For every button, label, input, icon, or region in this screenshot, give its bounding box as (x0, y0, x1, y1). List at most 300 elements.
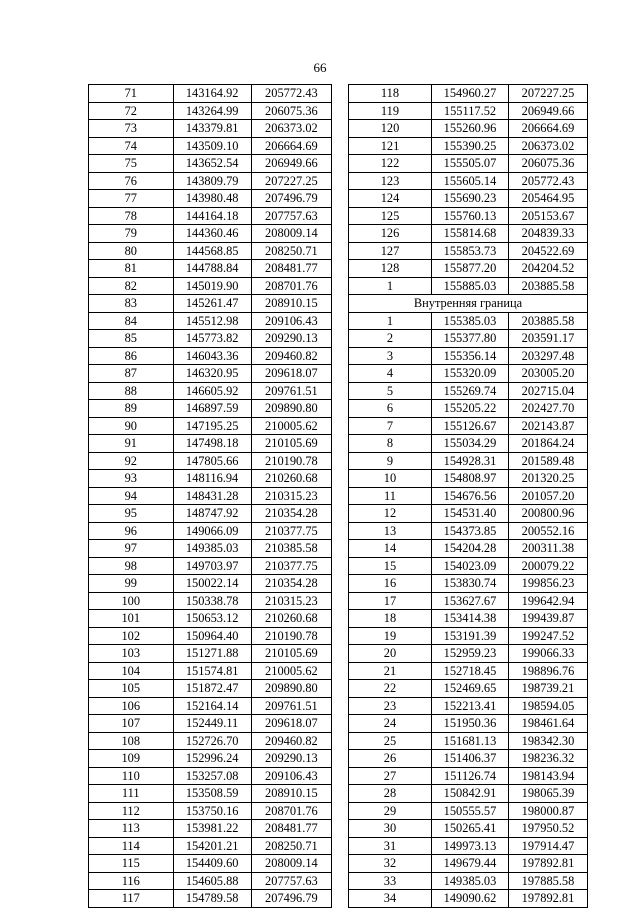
x-coordinate-cell: 155814.68 (432, 225, 509, 243)
point-number-cell: 125 (349, 207, 432, 225)
table-row (349, 330, 588, 348)
table-row (89, 505, 332, 523)
point-number-cell: 113 (89, 820, 174, 838)
point-number-cell: 105 (89, 680, 174, 698)
point-number-cell: 119 (349, 102, 432, 120)
table-row (89, 470, 332, 488)
x-coordinate-cell: 148747.92 (173, 505, 251, 523)
point-number-cell: 118 (349, 85, 432, 103)
point-number-cell: 9 (349, 452, 432, 470)
x-coordinate-cell: 149066.09 (173, 522, 251, 540)
y-coordinate-cell: 206664.69 (251, 137, 331, 155)
y-coordinate-cell: 197914.47 (509, 837, 588, 855)
y-coordinate-cell: 200800.96 (509, 505, 588, 523)
y-coordinate-cell: 203885.58 (509, 312, 588, 330)
table-row (89, 242, 332, 260)
point-number-cell: 108 (89, 732, 174, 750)
x-coordinate-cell: 151950.36 (432, 715, 509, 733)
y-coordinate-cell: 209618.07 (251, 365, 331, 383)
x-coordinate-cell: 153830.74 (432, 575, 509, 593)
x-coordinate-cell: 154531.40 (432, 505, 509, 523)
x-coordinate-cell: 144568.85 (173, 242, 251, 260)
x-coordinate-cell: 155760.13 (432, 207, 509, 225)
x-coordinate-cell: 155126.67 (432, 417, 509, 435)
point-number-cell: 16 (349, 575, 432, 593)
x-coordinate-cell: 150653.12 (173, 610, 251, 628)
table-row (349, 522, 588, 540)
x-coordinate-cell: 145512.98 (173, 312, 251, 330)
y-coordinate-cell: 207496.79 (251, 190, 331, 208)
table-row (349, 260, 588, 278)
x-coordinate-cell: 150964.40 (173, 627, 251, 645)
point-number-cell: 89 (89, 400, 174, 418)
y-coordinate-cell: 198461.64 (509, 715, 588, 733)
x-coordinate-cell: 153191.39 (432, 627, 509, 645)
point-number-cell: 7 (349, 417, 432, 435)
point-number-cell: 11 (349, 487, 432, 505)
point-number-cell: 93 (89, 470, 174, 488)
y-coordinate-cell: 208250.71 (251, 242, 331, 260)
point-number-cell: 92 (89, 452, 174, 470)
y-coordinate-cell: 197892.81 (509, 890, 588, 908)
point-number-cell: 1 (349, 312, 432, 330)
point-number-cell: 114 (89, 837, 174, 855)
table-row (89, 435, 332, 453)
table-row (349, 312, 588, 330)
inner-boundary-heading: Внутренняя граница (349, 295, 588, 313)
point-number-cell: 20 (349, 645, 432, 663)
x-coordinate-cell: 153508.59 (173, 785, 251, 803)
table-row (89, 382, 332, 400)
x-coordinate-cell: 152959.23 (432, 645, 509, 663)
point-number-cell: 22 (349, 680, 432, 698)
x-coordinate-cell: 154676.56 (432, 487, 509, 505)
y-coordinate-cell: 198896.76 (509, 662, 588, 680)
y-coordinate-cell: 198143.94 (509, 767, 588, 785)
y-coordinate-cell: 210005.62 (251, 662, 331, 680)
x-coordinate-cell: 145019.90 (173, 277, 251, 295)
y-coordinate-cell: 209890.80 (251, 400, 331, 418)
table-row (349, 382, 588, 400)
coordinates-table-left-body (89, 85, 332, 908)
table-row (349, 155, 588, 173)
table-row (349, 487, 588, 505)
table-row (349, 540, 588, 558)
y-coordinate-cell: 198236.32 (509, 750, 588, 768)
point-number-cell: 30 (349, 820, 432, 838)
point-number-cell: 103 (89, 645, 174, 663)
table-row (89, 645, 332, 663)
table-row (349, 400, 588, 418)
point-number-cell: 94 (89, 487, 174, 505)
y-coordinate-cell: 204204.52 (509, 260, 588, 278)
x-coordinate-cell: 148431.28 (173, 487, 251, 505)
x-coordinate-cell: 154789.58 (173, 890, 251, 908)
y-coordinate-cell: 208481.77 (251, 820, 331, 838)
x-coordinate-cell: 152213.41 (432, 697, 509, 715)
x-coordinate-cell: 151126.74 (432, 767, 509, 785)
x-coordinate-cell: 151872.47 (173, 680, 251, 698)
y-coordinate-cell: 205153.67 (509, 207, 588, 225)
table-row (349, 785, 588, 803)
coordinates-table-right (348, 84, 588, 908)
x-coordinate-cell: 146320.95 (173, 365, 251, 383)
table-row (349, 417, 588, 435)
point-number-cell: 90 (89, 417, 174, 435)
x-coordinate-cell: 150555.57 (432, 802, 509, 820)
x-coordinate-cell: 155034.29 (432, 435, 509, 453)
point-number-cell: 97 (89, 540, 174, 558)
y-coordinate-cell: 208701.76 (251, 802, 331, 820)
table-row (349, 225, 588, 243)
point-number-cell: 18 (349, 610, 432, 628)
table-row (89, 400, 332, 418)
table-row (89, 85, 332, 103)
y-coordinate-cell: 210315.23 (251, 592, 331, 610)
x-coordinate-cell: 143980.48 (173, 190, 251, 208)
point-number-cell: 10 (349, 470, 432, 488)
y-coordinate-cell: 210105.69 (251, 435, 331, 453)
y-coordinate-cell: 199066.33 (509, 645, 588, 663)
y-coordinate-cell: 205772.43 (251, 85, 331, 103)
point-number-cell: 107 (89, 715, 174, 733)
y-coordinate-cell: 208481.77 (251, 260, 331, 278)
x-coordinate-cell: 154023.09 (432, 557, 509, 575)
x-coordinate-cell: 151406.37 (432, 750, 509, 768)
y-coordinate-cell: 210377.75 (251, 522, 331, 540)
point-number-cell: 82 (89, 277, 174, 295)
point-number-cell: 24 (349, 715, 432, 733)
y-coordinate-cell: 208009.14 (251, 225, 331, 243)
y-coordinate-cell: 200079.22 (509, 557, 588, 575)
point-number-cell: 102 (89, 627, 174, 645)
x-coordinate-cell: 155690.23 (432, 190, 509, 208)
x-coordinate-cell: 143509.10 (173, 137, 251, 155)
x-coordinate-cell: 143652.54 (173, 155, 251, 173)
x-coordinate-cell: 155205.22 (432, 400, 509, 418)
point-number-cell: 13 (349, 522, 432, 540)
table-row (349, 802, 588, 820)
table-row (349, 557, 588, 575)
table-row (349, 750, 588, 768)
point-number-cell: 19 (349, 627, 432, 645)
point-number-cell: 29 (349, 802, 432, 820)
x-coordinate-cell: 152718.45 (432, 662, 509, 680)
point-number-cell: 121 (349, 137, 432, 155)
point-number-cell: 116 (89, 872, 174, 890)
x-coordinate-cell: 155853.73 (432, 242, 509, 260)
page-number: 66 (313, 60, 327, 75)
x-coordinate-cell: 151574.81 (173, 662, 251, 680)
table-row (349, 277, 588, 295)
y-coordinate-cell: 199642.94 (509, 592, 588, 610)
point-number-cell: 120 (349, 120, 432, 138)
table-row (89, 452, 332, 470)
x-coordinate-cell: 149973.13 (432, 837, 509, 855)
table-row (89, 697, 332, 715)
y-coordinate-cell: 209460.82 (251, 732, 331, 750)
y-coordinate-cell: 201864.24 (509, 435, 588, 453)
x-coordinate-cell: 155505.07 (432, 155, 509, 173)
x-coordinate-cell: 150842.91 (432, 785, 509, 803)
point-number-cell: 75 (89, 155, 174, 173)
point-number-cell: 104 (89, 662, 174, 680)
y-coordinate-cell: 207227.25 (509, 85, 588, 103)
x-coordinate-cell: 149385.03 (173, 540, 251, 558)
point-number-cell: 25 (349, 732, 432, 750)
y-coordinate-cell: 207757.63 (251, 872, 331, 890)
table-row (349, 242, 588, 260)
y-coordinate-cell: 209290.13 (251, 330, 331, 348)
y-coordinate-cell: 210385.58 (251, 540, 331, 558)
point-number-cell: 91 (89, 435, 174, 453)
x-coordinate-cell: 145773.82 (173, 330, 251, 348)
y-coordinate-cell: 197885.58 (509, 872, 588, 890)
y-coordinate-cell: 199856.23 (509, 575, 588, 593)
x-coordinate-cell: 155320.09 (432, 365, 509, 383)
y-coordinate-cell: 198065.39 (509, 785, 588, 803)
table-row (349, 855, 588, 873)
x-coordinate-cell: 154605.88 (173, 872, 251, 890)
y-coordinate-cell: 207496.79 (251, 890, 331, 908)
table-row (349, 732, 588, 750)
y-coordinate-cell: 205464.95 (509, 190, 588, 208)
x-coordinate-cell: 147805.66 (173, 452, 251, 470)
y-coordinate-cell: 203005.20 (509, 365, 588, 383)
point-number-cell: 88 (89, 382, 174, 400)
table-row (89, 820, 332, 838)
x-coordinate-cell: 155356.14 (432, 347, 509, 365)
table-row (349, 837, 588, 855)
point-number-cell: 34 (349, 890, 432, 908)
x-coordinate-cell: 153414.38 (432, 610, 509, 628)
point-number-cell: 115 (89, 855, 174, 873)
x-coordinate-cell: 154808.97 (432, 470, 509, 488)
point-number-cell: 5 (349, 382, 432, 400)
table-row (349, 610, 588, 628)
x-coordinate-cell: 152996.24 (173, 750, 251, 768)
table-row (89, 750, 332, 768)
y-coordinate-cell: 206075.36 (251, 102, 331, 120)
x-coordinate-cell: 151271.88 (173, 645, 251, 663)
x-coordinate-cell: 155385.03 (432, 312, 509, 330)
coordinates-table-right-body-top (349, 85, 588, 295)
y-coordinate-cell: 203297.48 (509, 347, 588, 365)
x-coordinate-cell: 143164.92 (173, 85, 251, 103)
table-row (349, 435, 588, 453)
point-number-cell: 15 (349, 557, 432, 575)
table-row (89, 522, 332, 540)
y-coordinate-cell: 210377.75 (251, 557, 331, 575)
y-coordinate-cell: 210105.69 (251, 645, 331, 663)
y-coordinate-cell: 209106.43 (251, 312, 331, 330)
table-row (349, 470, 588, 488)
point-number-cell: 111 (89, 785, 174, 803)
point-number-cell: 80 (89, 242, 174, 260)
y-coordinate-cell: 201057.20 (509, 487, 588, 505)
y-coordinate-cell: 204522.69 (509, 242, 588, 260)
x-coordinate-cell: 154204.28 (432, 540, 509, 558)
table-row (89, 137, 332, 155)
y-coordinate-cell: 203885.58 (509, 277, 588, 295)
y-coordinate-cell: 208250.71 (251, 837, 331, 855)
y-coordinate-cell: 206664.69 (509, 120, 588, 138)
point-number-cell: 32 (349, 855, 432, 873)
y-coordinate-cell: 200311.38 (509, 540, 588, 558)
table-row (349, 680, 588, 698)
table-row (89, 155, 332, 173)
x-coordinate-cell: 150022.14 (173, 575, 251, 593)
x-coordinate-cell: 153750.16 (173, 802, 251, 820)
point-number-cell: 8 (349, 435, 432, 453)
x-coordinate-cell: 152469.65 (432, 680, 509, 698)
point-number-cell: 21 (349, 662, 432, 680)
point-number-cell: 33 (349, 872, 432, 890)
table-row (89, 225, 332, 243)
table-row (89, 890, 332, 908)
point-number-cell: 4 (349, 365, 432, 383)
x-coordinate-cell: 155885.03 (432, 277, 509, 295)
point-number-cell: 3 (349, 347, 432, 365)
y-coordinate-cell: 207757.63 (251, 207, 331, 225)
y-coordinate-cell: 208009.14 (251, 855, 331, 873)
table-row (89, 610, 332, 628)
point-number-cell: 124 (349, 190, 432, 208)
table-row (349, 872, 588, 890)
point-number-cell: 78 (89, 207, 174, 225)
y-coordinate-cell: 209106.43 (251, 767, 331, 785)
x-coordinate-cell: 154201.21 (173, 837, 251, 855)
x-coordinate-cell: 155390.25 (432, 137, 509, 155)
y-coordinate-cell: 210260.68 (251, 470, 331, 488)
point-number-cell: 1 (349, 277, 432, 295)
point-number-cell: 126 (349, 225, 432, 243)
point-number-cell: 106 (89, 697, 174, 715)
table-row (89, 295, 332, 313)
table-row (89, 330, 332, 348)
table-row (89, 767, 332, 785)
table-row (349, 697, 588, 715)
y-coordinate-cell: 205772.43 (509, 172, 588, 190)
y-coordinate-cell: 199439.87 (509, 610, 588, 628)
y-coordinate-cell: 200552.16 (509, 522, 588, 540)
table-row (349, 172, 588, 190)
point-number-cell: 83 (89, 295, 174, 313)
point-number-cell: 112 (89, 802, 174, 820)
point-number-cell: 6 (349, 400, 432, 418)
y-coordinate-cell: 203591.17 (509, 330, 588, 348)
x-coordinate-cell: 155377.80 (432, 330, 509, 348)
y-coordinate-cell: 209460.82 (251, 347, 331, 365)
y-coordinate-cell: 208910.15 (251, 785, 331, 803)
y-coordinate-cell: 208910.15 (251, 295, 331, 313)
point-number-cell: 123 (349, 172, 432, 190)
table-row (349, 102, 588, 120)
x-coordinate-cell: 149679.44 (432, 855, 509, 873)
point-number-cell: 84 (89, 312, 174, 330)
x-coordinate-cell: 153981.22 (173, 820, 251, 838)
table-row (89, 417, 332, 435)
point-number-cell: 12 (349, 505, 432, 523)
y-coordinate-cell: 210354.28 (251, 575, 331, 593)
table-row (349, 347, 588, 365)
point-number-cell: 122 (349, 155, 432, 173)
table-row (349, 715, 588, 733)
table-row (89, 680, 332, 698)
point-number-cell: 95 (89, 505, 174, 523)
y-coordinate-cell: 210354.28 (251, 505, 331, 523)
y-coordinate-cell: 201589.48 (509, 452, 588, 470)
table-row (349, 207, 588, 225)
point-number-cell: 81 (89, 260, 174, 278)
point-number-cell: 98 (89, 557, 174, 575)
y-coordinate-cell: 209761.51 (251, 697, 331, 715)
point-number-cell: 86 (89, 347, 174, 365)
x-coordinate-cell: 155269.74 (432, 382, 509, 400)
table-row (89, 837, 332, 855)
x-coordinate-cell: 146897.59 (173, 400, 251, 418)
table-row (349, 85, 588, 103)
x-coordinate-cell: 150265.41 (432, 820, 509, 838)
table-row (349, 120, 588, 138)
table-row (349, 645, 588, 663)
x-coordinate-cell: 155117.52 (432, 102, 509, 120)
y-coordinate-cell: 201320.25 (509, 470, 588, 488)
x-coordinate-cell: 150338.78 (173, 592, 251, 610)
point-number-cell: 100 (89, 592, 174, 610)
point-number-cell: 99 (89, 575, 174, 593)
table-row (349, 592, 588, 610)
point-number-cell: 127 (349, 242, 432, 260)
point-number-cell: 23 (349, 697, 432, 715)
point-number-cell: 26 (349, 750, 432, 768)
x-coordinate-cell: 147195.25 (173, 417, 251, 435)
table-row (349, 820, 588, 838)
point-number-cell: 117 (89, 890, 174, 908)
x-coordinate-cell: 153257.08 (173, 767, 251, 785)
table-row (349, 137, 588, 155)
point-number-cell: 14 (349, 540, 432, 558)
x-coordinate-cell: 153627.67 (432, 592, 509, 610)
y-coordinate-cell: 206373.02 (509, 137, 588, 155)
y-coordinate-cell: 202427.70 (509, 400, 588, 418)
y-coordinate-cell: 207227.25 (251, 172, 331, 190)
x-coordinate-cell: 146605.92 (173, 382, 251, 400)
table-row (349, 190, 588, 208)
x-coordinate-cell: 144788.84 (173, 260, 251, 278)
table-row (89, 277, 332, 295)
point-number-cell: 28 (349, 785, 432, 803)
point-number-cell: 85 (89, 330, 174, 348)
y-coordinate-cell: 208701.76 (251, 277, 331, 295)
table-row (89, 557, 332, 575)
y-coordinate-cell: 197892.81 (509, 855, 588, 873)
table-row (89, 715, 332, 733)
coordinates-table-left (88, 84, 332, 908)
point-number-cell: 76 (89, 172, 174, 190)
x-coordinate-cell: 155260.96 (432, 120, 509, 138)
table-row (89, 487, 332, 505)
table-row (89, 872, 332, 890)
point-number-cell: 72 (89, 102, 174, 120)
point-number-cell: 17 (349, 592, 432, 610)
y-coordinate-cell: 209761.51 (251, 382, 331, 400)
x-coordinate-cell: 148116.94 (173, 470, 251, 488)
table-row (89, 365, 332, 383)
y-coordinate-cell: 202715.04 (509, 382, 588, 400)
x-coordinate-cell: 149385.03 (432, 872, 509, 890)
x-coordinate-cell: 154960.27 (432, 85, 509, 103)
